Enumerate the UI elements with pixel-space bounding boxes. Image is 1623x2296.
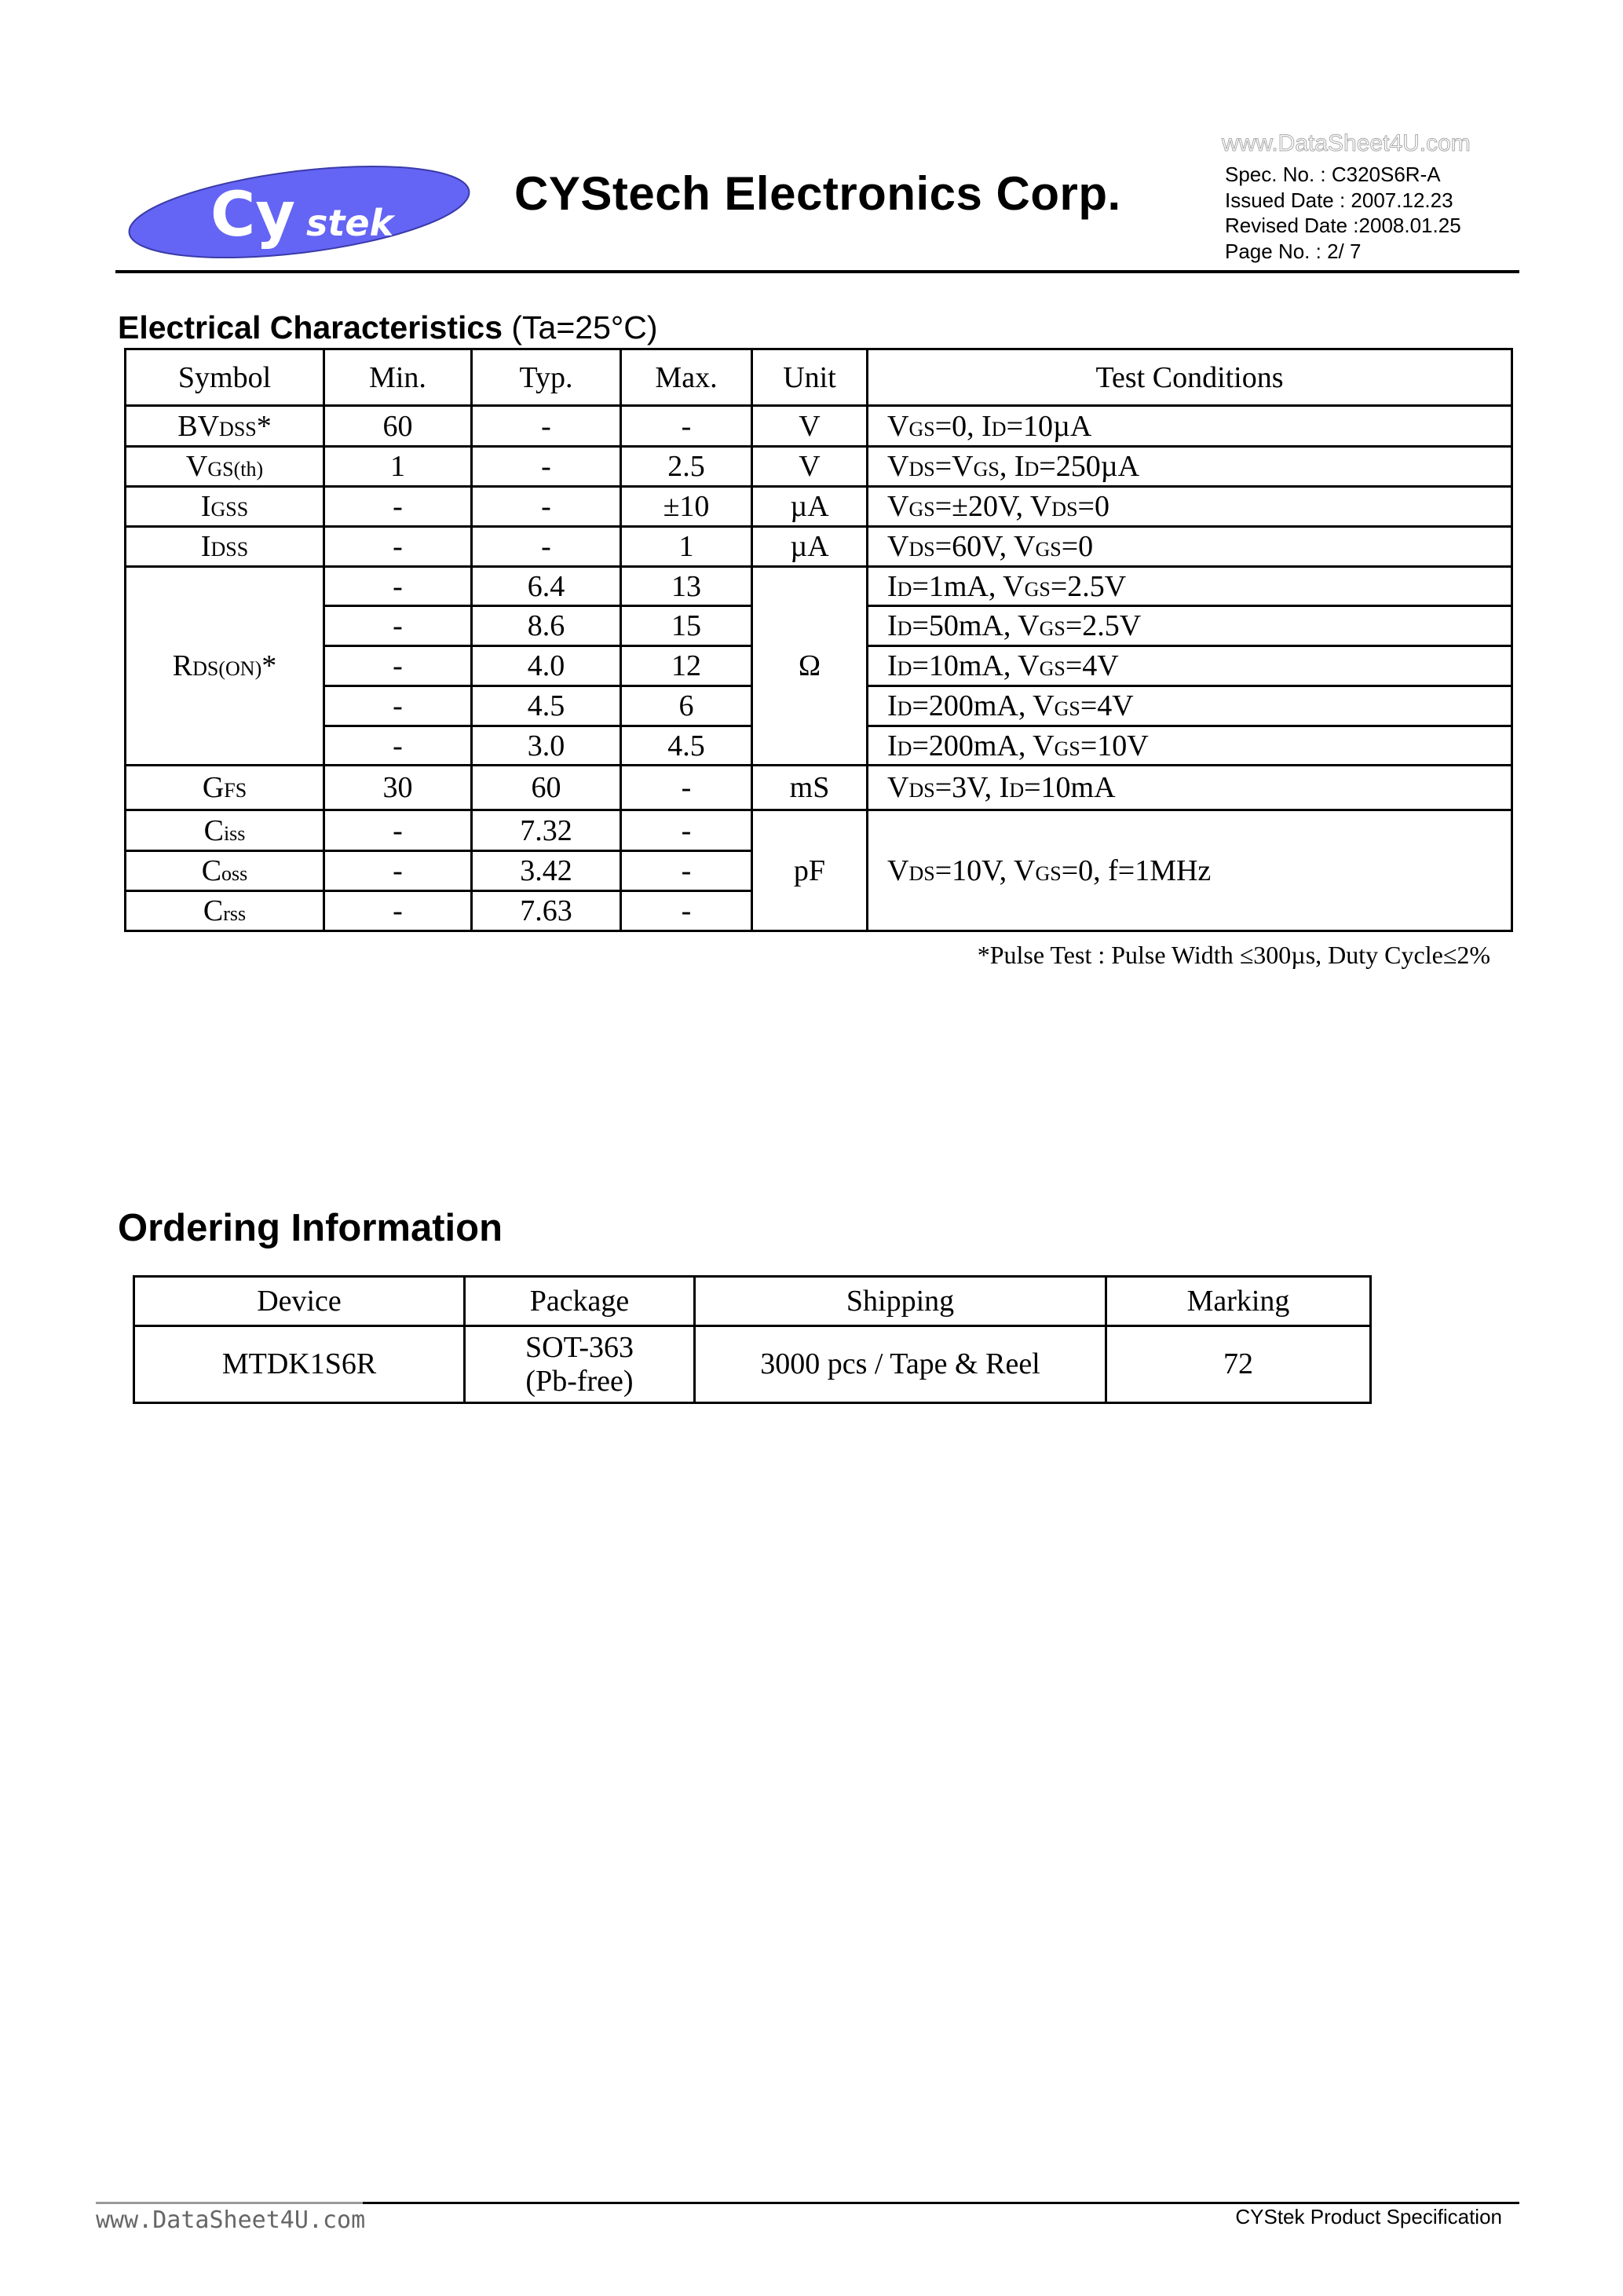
pulse-test-note: *Pulse Test : Pulse Width ≤300µs, Duty Cycle≤2% (977, 941, 1490, 969)
ordering-row (134, 1326, 1371, 1403)
min-cell: - (324, 567, 472, 606)
text-segment: =250µA (1039, 450, 1140, 483)
condition-cell (868, 726, 1512, 766)
unit-cell: µA (752, 527, 868, 567)
text-segment: =10mA, V (912, 649, 1040, 682)
text-segment: =4V (1065, 649, 1119, 682)
text-segment: BV (177, 409, 220, 443)
text-segment: V (887, 854, 909, 887)
table-row (126, 527, 1512, 567)
subscript: GS (1054, 697, 1080, 720)
min-cell: - (324, 726, 472, 766)
typ-cell: 4.5 (472, 686, 621, 726)
electrical-characteristics-table (124, 348, 1513, 932)
ordering-information-title: Ordering Information (118, 1207, 503, 1249)
spec-info (1225, 162, 1461, 264)
subscript: D (897, 577, 912, 601)
title-bold: Electrical Characteristics (118, 309, 503, 345)
condition-cell (868, 487, 1512, 527)
min-cell: 1 (324, 447, 472, 487)
text-segment: =V (934, 450, 974, 483)
subscript: D (1009, 779, 1025, 802)
condition-cell (868, 527, 1512, 567)
unit-cell: V (752, 406, 868, 447)
company-name: CYStech Electronics Corp. (514, 167, 1121, 220)
subscript: GS (1024, 577, 1051, 601)
text-segment: I (887, 649, 897, 682)
max-cell: 2.5 (621, 447, 752, 487)
table-row (126, 810, 1512, 851)
typ-cell: 60 (472, 766, 621, 810)
header-cell: Typ. (472, 349, 621, 406)
typ-cell: 7.63 (472, 891, 621, 931)
subscript: D (897, 657, 912, 680)
ordering-header-row (134, 1277, 1371, 1326)
typ-cell: 8.6 (472, 606, 621, 646)
subscript: GS (908, 498, 935, 521)
max-cell: 12 (621, 646, 752, 686)
text-segment: =10V (1080, 729, 1149, 762)
subscript: oss (221, 862, 248, 885)
text-segment: =0, f=1MHz (1061, 854, 1212, 887)
max-cell: 6 (621, 686, 752, 726)
subscript: D (897, 697, 912, 720)
min-cell: - (324, 646, 472, 686)
subscript: DS (908, 538, 935, 561)
table-row (126, 567, 1512, 606)
condition-cell (868, 567, 1512, 606)
text-segment: C (203, 813, 224, 847)
min-cell: - (324, 606, 472, 646)
text-segment: =1mA, V (912, 569, 1025, 603)
text-segment: =4V (1080, 689, 1134, 722)
symbol-cell (126, 766, 324, 810)
table-row (126, 447, 1512, 487)
symbol-cell (126, 447, 324, 487)
max-cell: 15 (621, 606, 752, 646)
typ-cell: - (472, 487, 621, 527)
symbol-cell (126, 891, 324, 931)
unit-cell: V (752, 447, 868, 487)
text-segment: =0, I (934, 409, 992, 443)
min-cell: - (324, 891, 472, 931)
typ-cell: 7.32 (472, 810, 621, 851)
header-marking: Marking (1106, 1277, 1371, 1326)
subscript: GS (973, 458, 1000, 481)
header-cell: Test Conditions (868, 349, 1512, 406)
title-condition: (Ta=25°C) (503, 309, 658, 345)
subscript: GS (1039, 657, 1066, 680)
ordering-table (133, 1275, 1372, 1404)
text-segment: * (261, 649, 277, 682)
text-segment: V (887, 409, 909, 443)
max-cell: 1 (621, 527, 752, 567)
watermark-top: www.DataSheet4U.com (1222, 130, 1471, 156)
subscript: D (897, 737, 912, 760)
text-segment: =50mA, V (912, 609, 1040, 642)
unit-cell: Ω (752, 567, 868, 766)
max-cell: 13 (621, 567, 752, 606)
text-segment: I (887, 569, 897, 603)
page-no: Page No. : 2/ 7 (1225, 239, 1362, 263)
condition-cell (868, 646, 1512, 686)
subscript: GS (908, 417, 935, 441)
min-cell: 60 (324, 406, 472, 447)
package-line-1: SOT-363 (525, 1330, 634, 1364)
min-cell: - (324, 487, 472, 527)
min-cell: - (324, 686, 472, 726)
text-segment: I (887, 729, 897, 762)
watermark-bottom: www.DataSheet4U.com (96, 2206, 366, 2234)
revised-date: Revised Date :2008.01.25 (1225, 214, 1461, 237)
min-cell: - (324, 851, 472, 891)
marking-cell: 72 (1106, 1326, 1371, 1403)
electrical-characteristics-title (118, 309, 658, 346)
subscript: iss (223, 821, 246, 845)
text-segment: =±20V, V (934, 490, 1052, 523)
text-segment: =2.5V (1065, 609, 1142, 642)
subscript: rss (223, 902, 247, 925)
subscript: D (897, 617, 912, 640)
text-segment: I (200, 530, 211, 563)
max-cell: - (621, 891, 752, 931)
condition-cell (868, 686, 1512, 726)
text-segment: C (201, 854, 222, 887)
max-cell: - (621, 406, 752, 447)
table-row (126, 406, 1512, 447)
typ-cell: 3.42 (472, 851, 621, 891)
subscript: DSS (210, 538, 249, 561)
footer-text: CYStek Product Specification (1235, 2205, 1502, 2228)
subscript: DS (908, 458, 935, 481)
max-cell: ±10 (621, 487, 752, 527)
table-row (126, 766, 1512, 810)
condition-cell (868, 810, 1512, 931)
footer-divider-gray (96, 2202, 363, 2204)
text-segment: =200mA, V (912, 729, 1055, 762)
header-cell: Symbol (126, 349, 324, 406)
typ-cell: - (472, 527, 621, 567)
text-segment: * (256, 409, 272, 443)
header-cell: Min. (324, 349, 472, 406)
min-cell: - (324, 527, 472, 567)
header-cell: Max. (621, 349, 752, 406)
shipping-cell: 3000 pcs / Tape & Reel (695, 1326, 1106, 1403)
max-cell: 4.5 (621, 726, 752, 766)
symbol-cell (126, 851, 324, 891)
subscript: DS (1051, 498, 1078, 521)
package-line-2: (Pb-free) (525, 1364, 634, 1398)
header-device: Device (134, 1277, 465, 1326)
text-segment: G (202, 771, 225, 804)
subscript: DSS (219, 417, 257, 441)
spec-no: Spec. No. : C320S6R-A (1225, 163, 1441, 186)
max-cell: - (621, 851, 752, 891)
symbol-cell (126, 810, 324, 851)
subscript: DS (908, 779, 935, 802)
subscript: GS (1035, 861, 1062, 885)
min-cell: 30 (324, 766, 472, 810)
subscript: FS (224, 779, 247, 802)
table-header-row (126, 349, 1512, 406)
unit-cell: pF (752, 810, 868, 931)
unit-cell: mS (752, 766, 868, 810)
typ-cell: 6.4 (472, 567, 621, 606)
svg-text:stek: stek (306, 202, 394, 244)
text-segment: R (172, 649, 193, 682)
condition-cell (868, 447, 1512, 487)
text-segment: I (200, 490, 211, 523)
text-segment: I (887, 609, 897, 642)
max-cell: - (621, 810, 752, 851)
typ-cell: - (472, 447, 621, 487)
device-cell: MTDK1S6R (134, 1326, 465, 1403)
text-segment: =3V, I (934, 771, 1010, 804)
typ-cell: 4.0 (472, 646, 621, 686)
text-segment: V (887, 450, 909, 483)
text-segment: =200mA, V (912, 689, 1055, 722)
subscript: GS (1035, 538, 1062, 561)
text-segment: , I (999, 450, 1025, 483)
subscript: GS (1054, 737, 1080, 760)
header-shipping: Shipping (695, 1277, 1106, 1326)
text-segment: V (887, 530, 909, 563)
subscript: GSS (210, 498, 249, 521)
header-package: Package (465, 1277, 695, 1326)
subscript: GS(th) (207, 458, 264, 481)
subscript: D (991, 417, 1007, 441)
text-segment: V (887, 771, 909, 804)
typ-cell: - (472, 406, 621, 447)
text-segment: =10mA (1024, 771, 1116, 804)
min-cell: - (324, 810, 472, 851)
text-segment: =10µA (1006, 409, 1092, 443)
typ-cell: 3.0 (472, 726, 621, 766)
text-segment: I (887, 689, 897, 722)
text-segment: C (203, 894, 224, 927)
header-cell: Unit (752, 349, 868, 406)
issued-date: Issued Date : 2007.12.23 (1225, 188, 1453, 212)
package-cell (465, 1326, 695, 1403)
max-cell: - (621, 766, 752, 810)
symbol-cell (126, 527, 324, 567)
condition-cell (868, 406, 1512, 447)
table-row (126, 487, 1512, 527)
svg-text:Cy: Cy (210, 180, 296, 250)
condition-cell (868, 606, 1512, 646)
subscript: DS (908, 861, 935, 885)
text-segment: =2.5V (1050, 569, 1127, 603)
cystek-logo (126, 163, 473, 261)
symbol-cell (126, 406, 324, 447)
subscript: D (1024, 458, 1040, 481)
symbol-cell (126, 487, 324, 527)
text-segment: =10V, V (934, 854, 1036, 887)
unit-cell: µA (752, 487, 868, 527)
text-segment: =0 (1061, 530, 1094, 563)
subscript: GS (1039, 617, 1066, 640)
text-segment: V (185, 450, 208, 483)
text-segment: =60V, V (934, 530, 1036, 563)
subscript: DS(ON) (192, 657, 262, 680)
symbol-cell (126, 567, 324, 766)
text-segment: V (887, 490, 909, 523)
condition-cell (868, 766, 1512, 810)
header-divider (115, 270, 1519, 273)
text-segment: =0 (1077, 490, 1109, 523)
